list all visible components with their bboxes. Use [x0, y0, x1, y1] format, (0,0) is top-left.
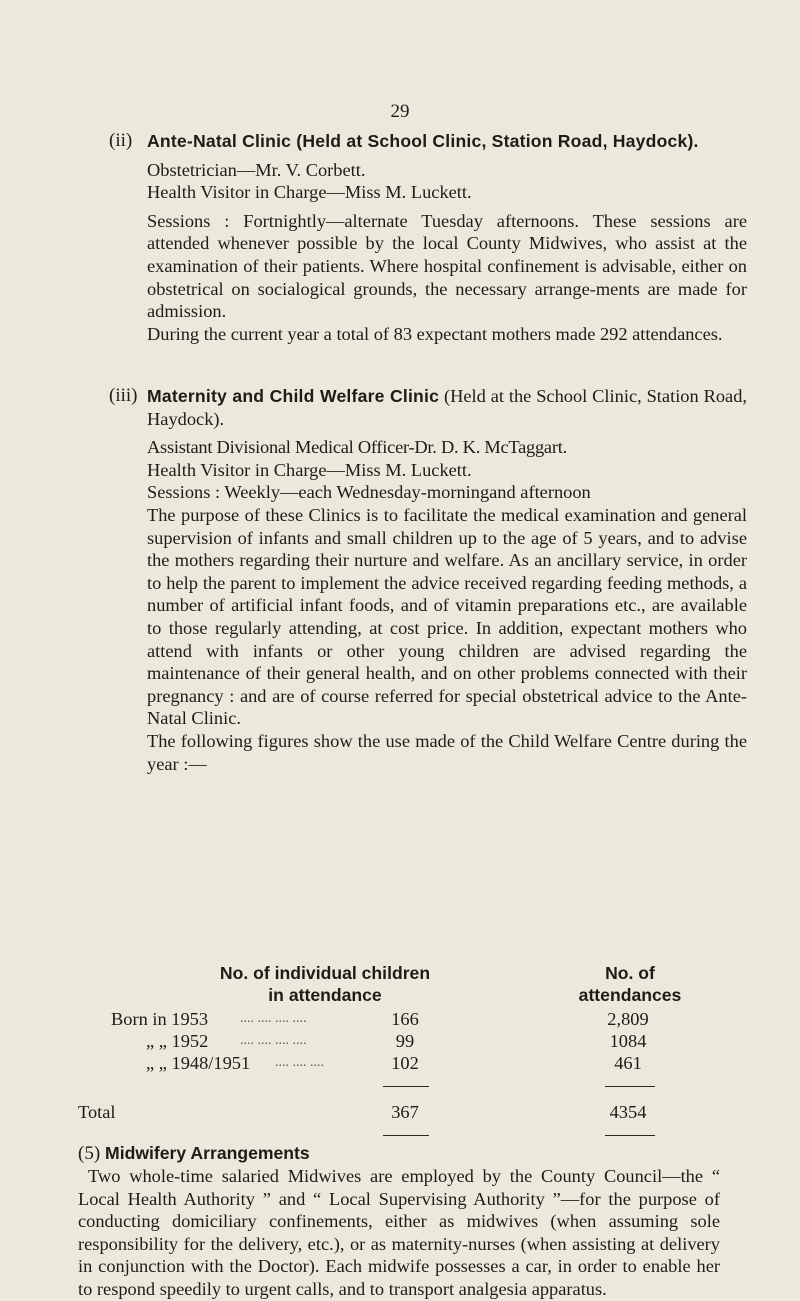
- officer-line: Assistant Divisional Medical Officer-Dr. D. K. McTaggart.: [147, 437, 567, 458]
- total-children: 367: [391, 1102, 419, 1122]
- section-marker: (iii): [109, 385, 138, 406]
- section-heading-rest: (Held at the School Clinic, Station Road, Haydock).: [147, 386, 747, 429]
- subtotal-rule: [383, 1086, 429, 1087]
- section-midwifery-arrangements: [78, 1142, 720, 1301]
- section-marker: (5): [78, 1143, 101, 1164]
- figures-intro: The following figures show the use made of the Child Welfare Centre during the year :—: [147, 730, 747, 774]
- attendance-count: 1084: [609, 1031, 647, 1051]
- children-count: 166: [391, 1009, 419, 1029]
- children-count: 99: [395, 1031, 415, 1051]
- health-visitor-line: Health Visitor in Charge—Miss M. Luckett.: [147, 182, 472, 203]
- section-heading: Ante-Natal Clinic (Held at School Clinic, Station Road, Haydock).: [147, 131, 699, 151]
- subtotal-rule: [605, 1086, 655, 1087]
- health-visitor-line: Health Visitor in Charge—Miss M. Luckett.: [147, 459, 472, 480]
- total-rule: [605, 1135, 655, 1136]
- row-leader: .... .... .... ....: [240, 1033, 307, 1048]
- attendance-note: During the current year a total of 83 expectant mothers made 292 attendances.: [147, 323, 723, 344]
- page-number: 29: [390, 101, 410, 122]
- row-label: Born in 1953: [111, 1009, 209, 1029]
- attendance-count: 2,809: [607, 1009, 649, 1029]
- section-marker: (ii): [109, 130, 133, 151]
- column-header-attendances: No. of attendances: [578, 963, 682, 1005]
- purpose-paragraph: The purpose of these Clinics is to facilitate the medical examination and general supervision of infants and small children up to the age of 5 years, and to advise the mothers regarding their nurture and welfare. As an ancillary service, in order to help the parent to implement the advice received regarding feeding methods, a number of artificial infant foods, and of vitamin preparations etc., are available to those regularly attending, at cost price. In addition, expectant mothers who attend with infants or other young children are advised regarding the maintenance of their general health, and on other problems connected with their pregnancy : and are of course referred for special obstetrical advice to the Ante-Natal Clinic.: [147, 504, 747, 729]
- section-heading: [78, 1142, 720, 1165]
- total-rule: [383, 1135, 429, 1136]
- sessions-line: Sessions : Weekly—each Wednesday-morningand afternoon: [147, 482, 591, 503]
- midwifery-paragraph: Two whole-time salaried Midwives are employed by the County Council—the “ Local Health Authority ” and “ Local Supervising Authority ”—for the purpose of conducting domiciliary confinements, either as midwives (when assuming sole responsibility for the delivery, etc.), or as maternity-nurses (when assisting at delivery in conjunction with the Doctor). Each midwife possesses a car, in order to enable her to respond speedily to urgent calls, and to transport analgesia apparatus.: [78, 1166, 720, 1299]
- row-label: „ „ 1952: [146, 1031, 209, 1051]
- row-label: „ „ 1948/1951: [146, 1053, 251, 1073]
- attendance-count: 461: [614, 1053, 642, 1073]
- total-label: Total: [78, 1102, 116, 1122]
- row-leader: .... .... .... ....: [240, 1011, 307, 1026]
- total-attendances: 4354: [609, 1102, 647, 1122]
- children-count: 102: [391, 1053, 419, 1073]
- section-heading-bold: Maternity and Child Welfare Clinic: [147, 386, 440, 406]
- sessions-paragraph: Sessions : Fortnightly—alternate Tuesday afternoons. These sessions are attended whenever possible by the local County Midwives, who assist at the examination of their patients. Where hospital confinement is advisable, either on obstetrical on socialogical grounds, the necessary arrange-ments are made for admission.: [147, 210, 747, 322]
- obstetrician-line: Obstetrician—Mr. V. Corbett.: [147, 159, 366, 180]
- column-header-children: No. of individual children in attendance: [219, 963, 431, 1005]
- row-leader: .... .... ....: [275, 1055, 324, 1070]
- section-heading-text: Midwifery Arrangements: [105, 1143, 310, 1163]
